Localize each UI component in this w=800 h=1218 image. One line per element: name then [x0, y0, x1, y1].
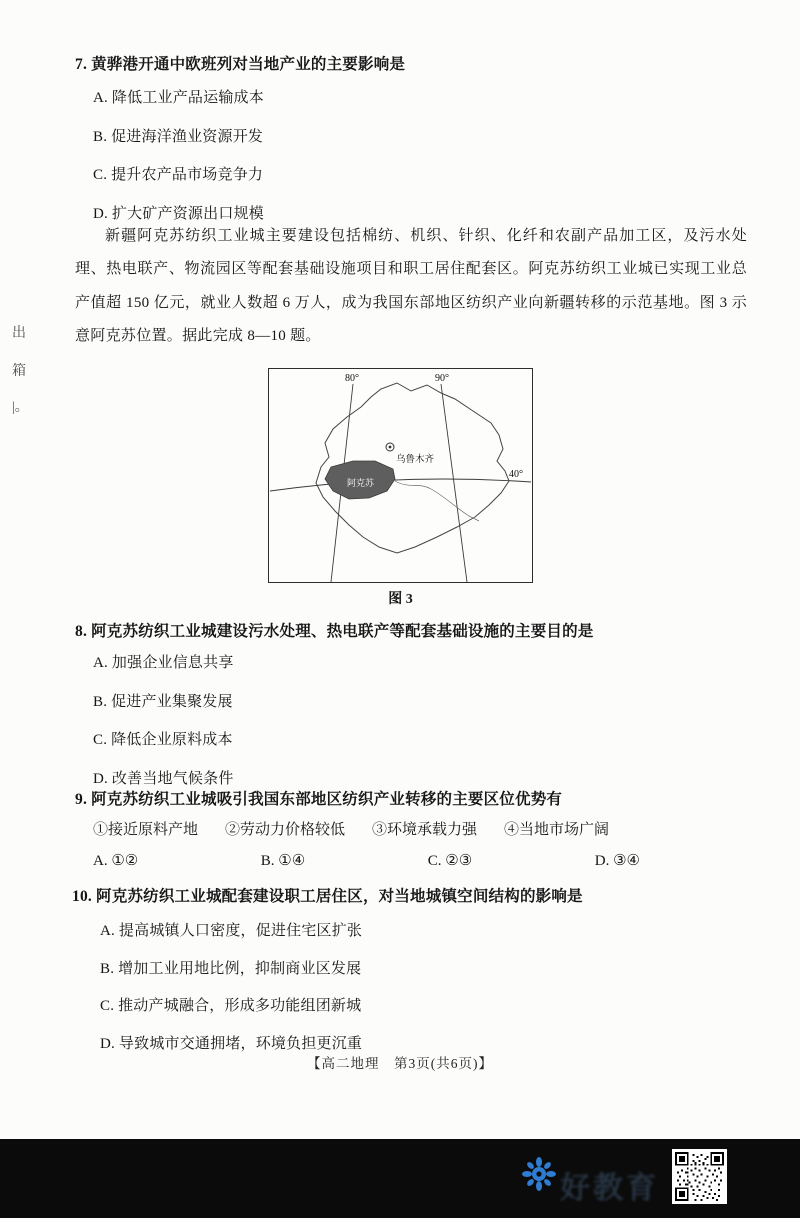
aksu-label: 阿克苏 [347, 478, 375, 488]
figure-3-map [268, 368, 533, 583]
question-8-options [93, 651, 234, 805]
question-9-item-4: ④当地市场广阔 [504, 822, 610, 838]
question-8-option-a: A. 加强企业信息共享 [93, 655, 234, 671]
question-7-option-a: A. 降低工业产品运输成本 [93, 90, 264, 106]
brand-wordmark: 好教育 [560, 1172, 659, 1205]
xinjiang-map [269, 369, 532, 582]
question-10-options [100, 919, 362, 1070]
qr-code [672, 1149, 727, 1204]
passage-aksu-textile-city: 新疆阿克苏纺织工业城主要建设包括棉纺、机织、针织、化纤和农副产品加工区，及污水处理、热电联产、物流园区等配套基础设施项目和职工居住配套区。阿克苏纺织工业城已实现工业总产值超 150 亿元，就业人数超 6 万人，成为我国东部地区纺织产业向新疆转移的示范基地。图 3 示意阿克苏位置。据此完成 8—10 题。 [75, 228, 747, 345]
page-footer: 【高二地理 第3页(共6页)】 [307, 1056, 493, 1071]
question-7-option-b: B. 促进海洋渔业资源开发 [93, 128, 264, 145]
question-7-option-d: D. 扩大矿产资源出口规模 [93, 205, 264, 222]
binding-strip-char: 箱 [12, 364, 26, 379]
question-9-item-1: ①接近原料产地 [93, 822, 199, 838]
question-8-option-c: C. 降低企业原料成本 [93, 732, 233, 748]
question-10-option-d: D. 导致城市交通拥堵，环境负担更沉重 [100, 1035, 363, 1052]
question-8-option-b: B. 促进产业集聚发展 [93, 693, 233, 710]
parallel-40 [270, 479, 531, 491]
lon-80-label: 80° [345, 373, 359, 384]
lat-40-label: 40° [509, 469, 523, 480]
question-7-stem: 7. 黄骅港开通中欧班列对当地产业的主要影响是 [75, 56, 406, 73]
question-7-option-c: C. 提升农产品市场竞争力 [93, 167, 264, 183]
binding-strip-char: 出 [12, 326, 26, 341]
question-10-option-a: A. 提高城镇人口密度，促进住宅区扩张 [100, 923, 363, 939]
question-9-answer-a: A. ①② [93, 853, 139, 869]
question-8-option-d: D. 改善当地气候条件 [93, 770, 234, 787]
question-9-items [93, 818, 609, 839]
question-9-item-3: ③环境承载力强 [372, 822, 478, 838]
question-10-option-b: B. 增加工业用地比例，抑制商业区发展 [100, 960, 362, 977]
question-9-stem: 9. 阿克苏纺织工业城吸引我国东部地区纺织产业转移的主要区位优势有 [75, 791, 563, 808]
question-9-answer-c: C. ②③ [427, 853, 473, 869]
binding-strip-char: |。 [12, 400, 29, 415]
urumqi-label: 乌鲁木齐 [396, 455, 435, 465]
qr-code-pattern [675, 1152, 724, 1201]
question-9-answer-b: B. ①④ [260, 853, 306, 869]
question-9-answer-d: D. ③④ [594, 853, 640, 869]
meridian-90 [441, 384, 467, 582]
question-9-answers [93, 851, 640, 870]
urumqi-symbol-dot [389, 446, 392, 449]
lon-90-label: 90° [435, 373, 449, 384]
question-9-item-2: ②劳动力价格较低 [225, 822, 346, 838]
question-10-option-c: C. 推动产城融合，形成多功能组团新城 [100, 998, 362, 1014]
question-10-stem: 10. 阿克苏纺织工业城配套建设职工居住区，对当地城镇空间结构的影响是 [72, 888, 583, 905]
river-line [395, 481, 479, 521]
question-8-stem: 8. 阿克苏纺织工业城建设污水处理、热电联产等配套基础设施的主要目的是 [75, 623, 594, 640]
question-7-options [93, 86, 264, 240]
brand-sun-icon [522, 1157, 556, 1191]
figure-3-caption: 图 3 [388, 592, 413, 607]
